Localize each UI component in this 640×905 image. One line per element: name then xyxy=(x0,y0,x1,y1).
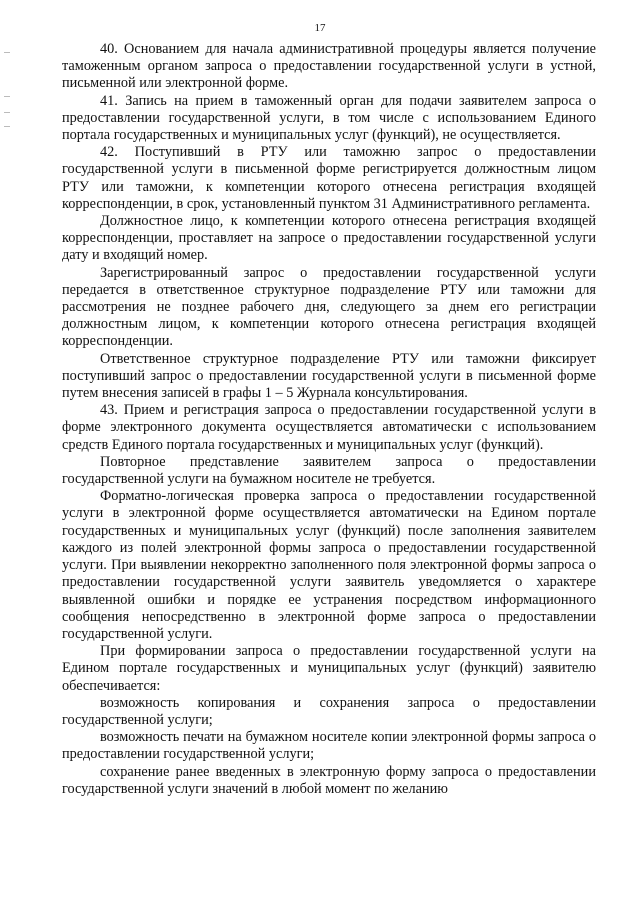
paragraph-format-check: Форматно-логическая проверка запроса о предоставлении государственной услуги в электронной форме осуществляется автоматически на Едином портале государственных и муниципальных услуг (функций) после заполнения заявителем каждого из полей электронной формы запроса о предоставлении государственной услуги. При выявлении некорректно заполненного поля электронной формы запроса о предоставлении государственной услуги заявитель уведомляется о характере выявленной ошибки и порядке ее устранения посредством информационного сообщения непосредственно в электронной форме запроса о предоставлении государственной услуги. xyxy=(62,488,596,642)
list-item-retain-values: сохранение ранее введенных в электронную форму запроса о предоставлении государственной услуги значений в любой момент по желанию xyxy=(62,763,596,797)
page-number: 17 xyxy=(314,22,326,34)
scan-margin-mark xyxy=(4,126,10,127)
scan-margin-mark xyxy=(4,52,10,53)
paragraph-41: 41. Запись на прием в таможенный орган для подачи заявителем запроса о предоставлении государственной услуги, в том числе с использованием Единого портала государственных и муниципальных услуг (функций), не осуществляется. xyxy=(62,92,596,144)
document-body xyxy=(62,41,596,798)
list-item-copy-save: возможность копирования и сохранения запроса о предоставлении государственной услуги; xyxy=(62,694,596,728)
paragraph-43: 43. Прием и регистрация запроса о предоставлении государственной услуги в форме электронного документа осуществляется автоматически с использованием средств Единого портала государственных и муниципальных услуг (функций). xyxy=(62,402,596,453)
paragraph-no-paper-copy: Повторное представление заявителем запроса о предоставлении государственной услуги на бумажном носителе не требуется. xyxy=(62,453,596,488)
paragraph-portal-features: При формировании запроса о предоставлении государственной услуги на Едином портале государственных и муниципальных услуг (функций) заявителю обеспечивается: xyxy=(62,643,596,694)
scan-margin-mark xyxy=(4,112,10,113)
paragraph-40: 40. Основанием для начала административной процедуры является получение таможенным органом запроса о предоставлении государственной услуги в устной, письменной или электронной форме. xyxy=(62,41,596,92)
list-item-print: возможность печати на бумажном носителе копии электронной формы запроса о предоставлении государственной услуги; xyxy=(62,729,596,763)
scan-margin-mark xyxy=(4,96,10,97)
paragraph-journal-record: Ответственное структурное подразделение РТУ или таможни фиксирует поступивший запрос о предоставлении государственной услуги в письменной форме путем внесения записей в графы 1 – 5 Журнала консультирования. xyxy=(62,350,596,402)
paragraph-registered-request: Зарегистрированный запрос о предоставлении государственной услуги передается в ответственное структурное подразделение РТУ или таможни для рассмотрения не позднее рабочего дня, следующего за днем его регистрации должностным лицом, к компетенции которого отнесена регистрация входящей корреспонденции. xyxy=(62,264,596,350)
paragraph-42: 42. Поступивший в РТУ или таможню запрос о предоставлении государственной услуги в письменной форме регистрируется должностным лицом РТУ или таможни, к компетенции которого отнесена регистрация входящей корреспонденции, в срок, установленный пунктом 31 Административного регламента. xyxy=(62,144,596,212)
paragraph-official-registration: Должностное лицо, к компетенции которого отнесена регистрация входящей корреспонденции, проставляет на запросе о предоставлении государственной услуги дату и входящий номер. xyxy=(62,213,596,264)
